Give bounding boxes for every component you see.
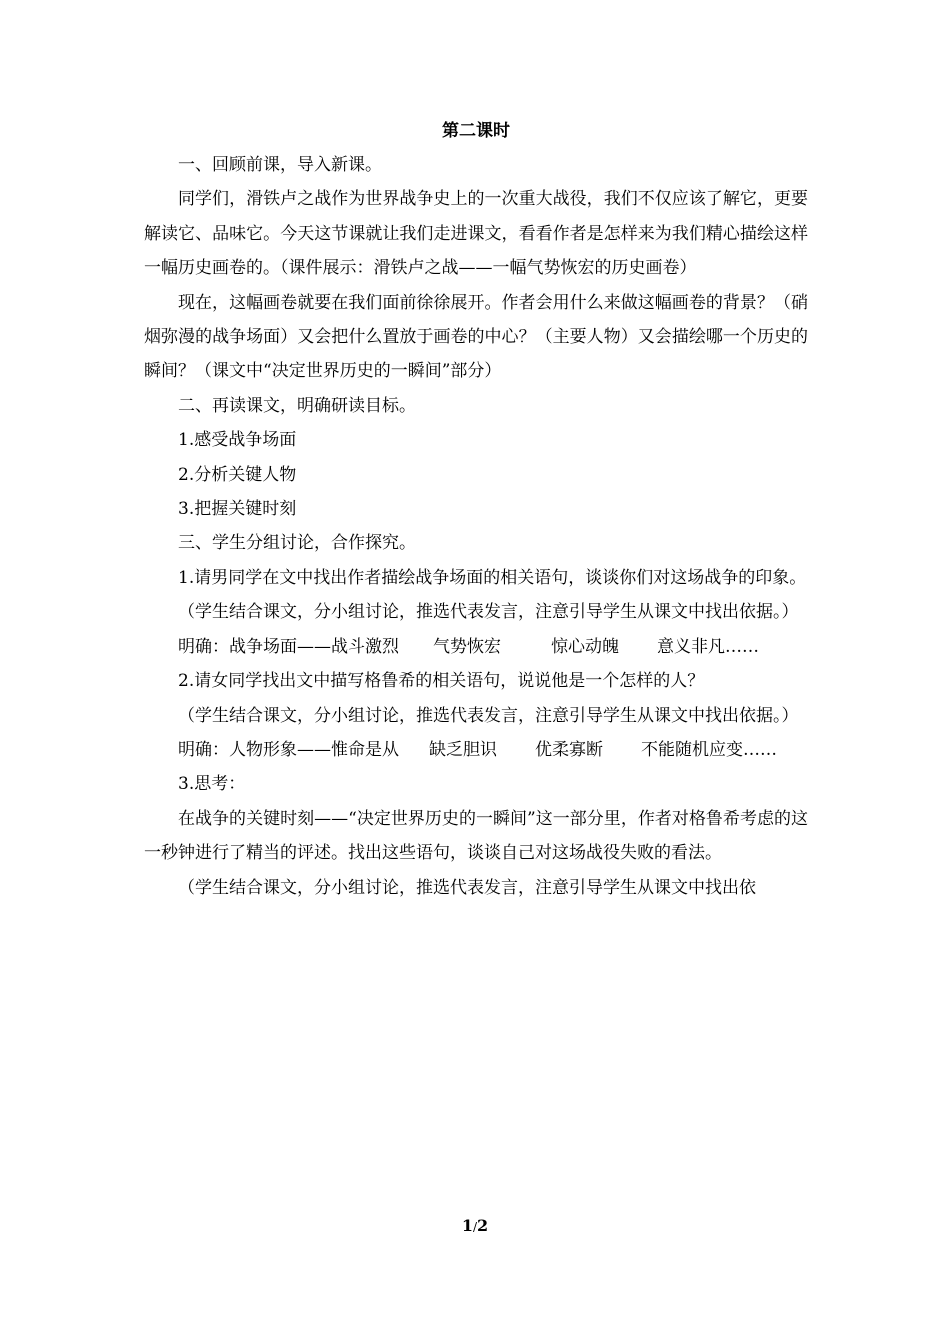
answer-item: 优柔寡断: [535, 739, 603, 760]
goal-item-1: 1.感受战争场面: [178, 430, 297, 451]
paragraph-background: 现在，这幅画卷就要在我们面前徐徐展开。作者会用什么来做这幅画卷的背景？（硝烟弥漫的战争场面）又会把什么置放于画卷的中心？（主要人物）又会描绘哪一个历史的瞬间？（课文中“决定世界历史的一瞬间”部分）: [144, 292, 808, 382]
paragraph-key-moment: 在战争的关键时刻——“决定世界历史的一瞬间”这一部分里，作者对格鲁希考虑的这一秒钟进行了精当的评述。找出这些语句，谈谈自己对这场战役失败的看法。: [144, 808, 808, 864]
page-total: 2: [477, 1216, 489, 1235]
answer-battle-scene: [144, 630, 808, 664]
answer-item: 缺乏胆识: [429, 739, 497, 760]
answer-item: 不能随机应变……: [641, 739, 777, 760]
guidance-note-2: （学生结合课文，分小组讨论，推选代表发言，注意引导学生从课文中找出依据。）: [178, 705, 799, 726]
answer-character: [144, 733, 808, 767]
question-3: 3.思考：: [178, 774, 246, 795]
document-page: [144, 118, 808, 905]
goal-item-3: 3.把握关键时刻: [178, 499, 297, 520]
guidance-note-3: （学生结合课文，分小组讨论，推选代表发言，注意引导学生从课文中找出依: [178, 877, 756, 898]
section-heading-reread: 二、再读课文，明确研读目标。: [178, 395, 416, 416]
page-current: 1: [461, 1216, 473, 1235]
answer-lead: 明确：人物形象——惟命是从: [178, 739, 399, 760]
section-heading-review: 一、回顾前课，导入新课。: [178, 155, 382, 175]
page-title: 第二课时: [442, 121, 510, 141]
page-number: [0, 1216, 950, 1235]
goal-item-2: 2.分析关键人物: [178, 464, 297, 485]
guidance-note-1: （学生结合课文，分小组讨论，推选代表发言，注意引导学生从课文中找出依据。）: [178, 602, 799, 623]
section-heading-discussion: 三、学生分组讨论，合作探究。: [178, 533, 416, 554]
answer-item: 气势恢宏: [433, 636, 501, 657]
question-1: 1.请男同学在文中找出作者描绘战争场面的相关语句，谈谈你们对这场战争的印象。: [178, 567, 807, 588]
paragraph-intro: 同学们，滑铁卢之战作为世界战争史上的一次重大战役，我们不仅应该了解它，更要解读它、品味它。今天这节课就让我们走进课文，看看作者是怎样来为我们精心描绘这样一幅历史画卷的。（课件展示：滑铁卢之战——一幅气势恢宏的历史画卷）: [144, 189, 808, 279]
answer-lead: 明确：战争场面——战斗激烈: [178, 636, 399, 657]
answer-item: 惊心动魄: [551, 636, 619, 657]
question-2: 2.请女同学找出文中描写格鲁希的相关语句，说说他是一个怎样的人？: [178, 671, 705, 692]
answer-item: 意义非凡……: [657, 636, 759, 657]
page-separator: /: [472, 1220, 478, 1234]
